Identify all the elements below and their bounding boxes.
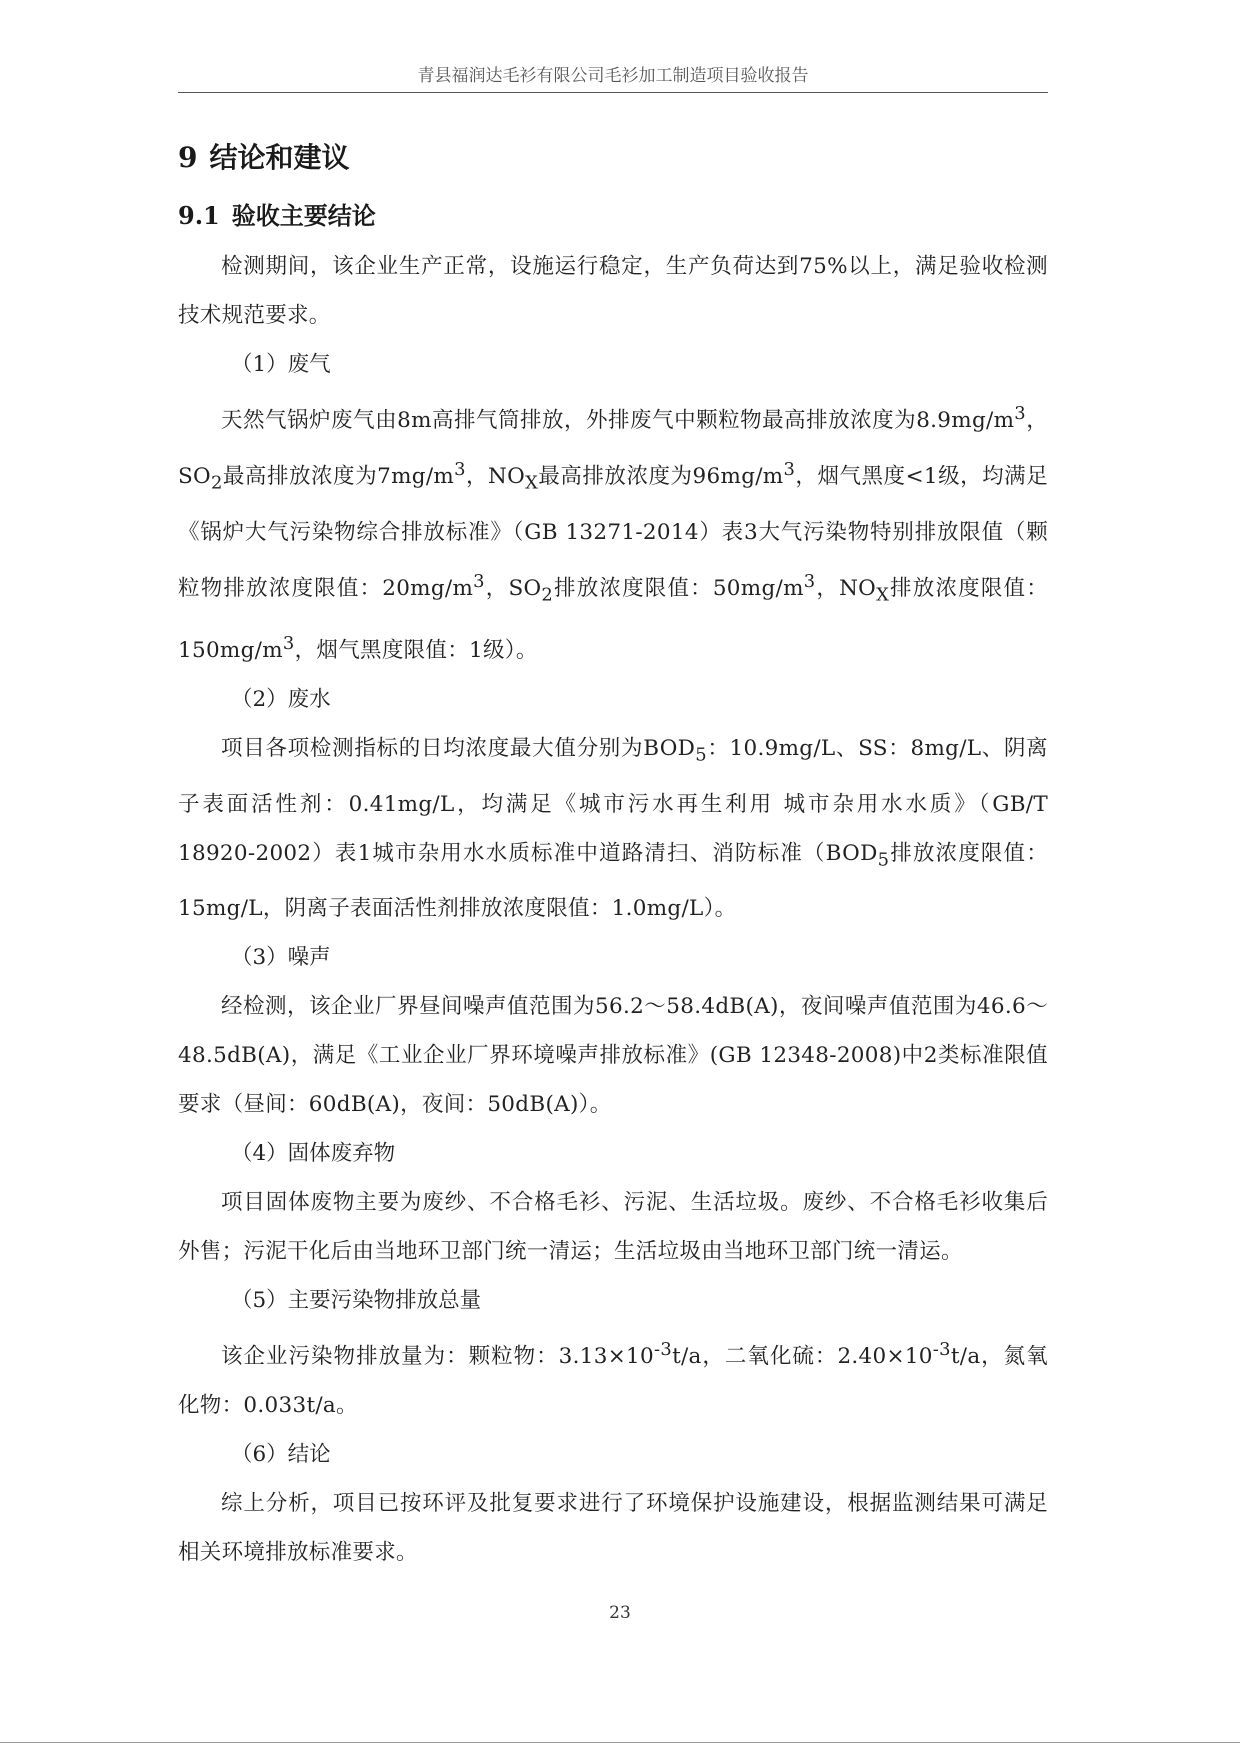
gas-text-9: ，NO (815, 575, 877, 601)
noise-paragraph: 经检测，该企业厂界昼间噪声值范围为56.2～58.4dB(A)，夜间噪声值范围为46.6～48.5dB(A)，满足《工业企业厂界环境噪声排放标准》(GB 12348-2008)中2类标准限值要求（昼间：60dB(A)，夜间：50dB(A)）。 (178, 993, 1048, 1117)
page-content (178, 130, 1048, 1577)
running-header: 青县福润达毛衫有限公司毛衫加工制造项目验收报告 (178, 62, 1048, 93)
gas-text-4: ，NO (465, 464, 526, 490)
section-title: 结论和建议 (209, 141, 350, 174)
gas-sub-4: X (876, 584, 890, 606)
gas-sup-5: 3 (803, 570, 816, 592)
intro-paragraph: 检测期间，该企业生产正常，设施运行稳定，生产负荷达到75%以上，满足验收检测技术规范要求。 (178, 254, 1048, 328)
gas-heading: （1）废气 (231, 352, 331, 377)
subsection-number: 9.1 (178, 201, 220, 230)
water-paragraph (178, 724, 1048, 933)
subsection-heading (178, 194, 1048, 238)
gas-sup-1: 3 (1014, 403, 1026, 424)
gas-text-11: ，烟气黑度限值：1级）。 (294, 638, 538, 664)
gas-text-3: 最高排放浓度为7mg/m (222, 464, 455, 490)
conclusion-paragraph: 综上分析，项目已按环评及批复要求进行了环境保护设施建设，根据监测结果可满足相关环境排放标准要求。 (178, 1490, 1048, 1565)
gas-text-6: ，烟气黑度<1级，均满足《锅炉大气污染物综合排放标准》（GB 13271-2014）表3大气污染物特别排放限值（颗粒物排放浓度限值：20mg/m (178, 464, 1049, 601)
solid-waste-paragraph: 项目固体废物主要为废纱、不合格毛衫、污泥、生活垃圾。废纱、不合格毛衫收集后外售；污泥干化后由当地环卫部门统一清运；生活垃圾由当地环卫部门统一清运。 (178, 1189, 1048, 1264)
subsection-title: 验收主要结论 (231, 201, 376, 230)
gas-text-8: 排放浓度限值：50mg/m (553, 575, 804, 601)
water-heading: （2）废水 (231, 687, 331, 713)
gas-sup-2: 3 (454, 459, 466, 481)
noise-heading: （3）噪声 (231, 944, 331, 970)
gas-paragraph (178, 389, 1048, 675)
section-heading (178, 136, 1048, 180)
solid-waste-heading: （4）固体废弃物 (231, 1140, 396, 1166)
gas-sup-3: 3 (783, 459, 796, 481)
total-sup-1: -3 (654, 1338, 673, 1360)
gas-text-5: 最高排放浓度为96mg/m (538, 464, 784, 490)
gas-sub-3: 2 (541, 584, 554, 606)
water-sub-2: 5 (877, 848, 890, 870)
total-sup-2: -3 (932, 1338, 951, 1360)
gas-text-7: ，SO (484, 575, 542, 601)
gas-text-10: 排放浓度限值：150mg/m (178, 575, 1049, 664)
gas-sub-1: 2 (210, 472, 223, 494)
total-emission-paragraph (178, 1325, 1048, 1430)
total-text-1: 该企业污染物排放量为：颗粒物：3.13×10 (221, 1343, 655, 1369)
conclusion-heading: （6）结论 (231, 1441, 331, 1467)
gas-sup-6: 3 (282, 633, 295, 655)
gas-text-1: 天然气锅炉废气由8m高排气筒排放，外排废气中颗粒物最高排放浓度为8.9mg/m (221, 408, 1015, 434)
water-sub-1: 5 (695, 744, 707, 766)
gas-text-2: ，SO (178, 408, 1048, 490)
water-text-1: 项目各项检测指标的日均浓度最大值分别为BOD (221, 736, 696, 762)
gas-sub-2: X (525, 472, 539, 494)
bottom-edge-line (0, 1742, 1240, 1743)
section-number: 9 (178, 141, 198, 174)
total-text-3: t/a，氮氧化物：0.033t/a。 (178, 1343, 1048, 1418)
total-text-2: t/a，二氧化硫：2.40×10 (672, 1343, 933, 1369)
water-text-3: 排放浓度限值：15mg/L，阴离子表面活性剂排放浓度限值：1.0mg/L）。 (178, 840, 1048, 921)
total-emission-heading: （5）主要污染物排放总量 (231, 1287, 482, 1313)
gas-sup-4: 3 (473, 570, 485, 592)
water-text-2: ：10.9mg/L、SS：8mg/L、阴离子表面活性剂：0.41mg/L，均满足《城市污水再生利用 城市杂用水水质》（GB/T 18920-2002）表1城市杂用水水质标准中道路清扫、消防标准（BOD (178, 736, 1048, 866)
page-number: 23 (609, 1603, 631, 1623)
